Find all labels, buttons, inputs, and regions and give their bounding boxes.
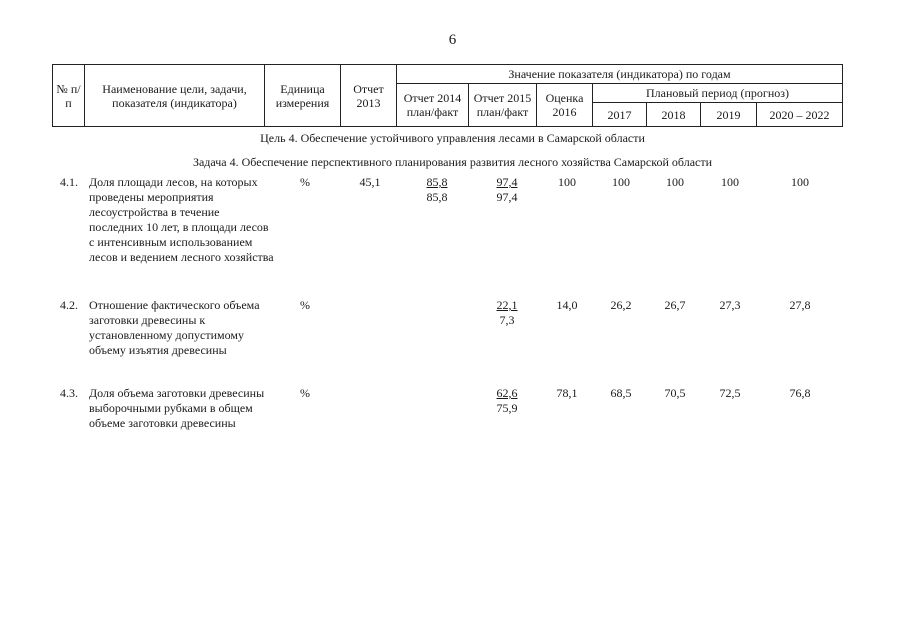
unit-cell: % xyxy=(300,386,310,400)
header-year-2020-2022: 2020 – 2022 xyxy=(757,103,843,127)
plan-value: 85,8 xyxy=(426,175,448,189)
plan-2017-cell: 68,5 xyxy=(610,386,632,400)
header-report-2015: Отчет 2015 план/факт xyxy=(469,84,537,127)
indicator-name: Доля площади лесов, на которых проведены мероприятия лесоустройства в течение последних 10 лет, в площади лесов с интенсивным использованием лесов и ведением лесного хозяйства xyxy=(89,175,274,264)
estimate-2016-cell: 100 xyxy=(558,175,576,189)
fact-value: 97,4 xyxy=(496,190,518,204)
fact-value: 7,3 xyxy=(499,313,515,327)
plan-2019-cell: 72,5 xyxy=(719,386,741,400)
report-2013-cell: 45,1 xyxy=(359,175,381,189)
row-number: 4.1. xyxy=(60,175,78,189)
plan-2019-cell: 27,3 xyxy=(719,298,741,312)
goal-heading: Цель 4. Обеспечение устойчивого управления лесами в Самарской области xyxy=(260,131,645,145)
plan-2018-cell: 26,7 xyxy=(664,298,686,312)
report-2014-cell xyxy=(412,175,462,205)
plan-2020-2022-cell: 27,8 xyxy=(789,298,811,312)
indicator-name: Отношение фактического объема заготовки древесины к установленному допустимому объему изъятия древесины xyxy=(89,298,260,357)
plan-value: 97,4 xyxy=(496,175,518,189)
fact-value: 75,9 xyxy=(496,401,518,415)
report-2015-cell xyxy=(482,298,532,328)
plan-2019-cell: 100 xyxy=(721,175,739,189)
report-2015-cell xyxy=(482,386,532,416)
estimate-2016-cell: 78,1 xyxy=(556,386,578,400)
plan-value: 62,6 xyxy=(496,386,518,400)
plan-2017-cell: 100 xyxy=(612,175,630,189)
indicator-table-header xyxy=(52,64,843,127)
plan-2018-cell: 70,5 xyxy=(664,386,686,400)
row-number: 4.3. xyxy=(60,386,78,400)
header-report-2014: Отчет 2014 план/факт xyxy=(397,84,469,127)
header-values-by-year: Значение показателя (индикатора) по годам xyxy=(397,65,843,84)
header-year-2018: 2018 xyxy=(647,103,701,127)
header-name: Наименование цели, задачи, показателя (индикатора) xyxy=(85,65,265,127)
plan-2020-2022-cell: 100 xyxy=(791,175,809,189)
unit-cell: % xyxy=(300,298,310,312)
estimate-2016-cell: 14,0 xyxy=(556,298,578,312)
plan-2018-cell: 100 xyxy=(666,175,684,189)
header-no: № п/п xyxy=(53,65,85,127)
report-2015-cell xyxy=(482,175,532,205)
row-number: 4.2. xyxy=(60,298,78,312)
page-number: 6 xyxy=(448,32,457,48)
header-plan-period: Плановый период (прогноз) xyxy=(593,84,843,103)
plan-2020-2022-cell: 76,8 xyxy=(789,386,811,400)
task-heading: Задача 4. Обеспечение перспективного планирования развития лесного хозяйства Самарской области xyxy=(192,155,713,169)
fact-value: 85,8 xyxy=(426,190,448,204)
indicator-name: Доля объема заготовки древесины выборочными рубками в общем объеме заготовки древесины xyxy=(89,386,265,430)
header-estimate-2016: Оценка 2016 xyxy=(537,84,593,127)
header-year-2017: 2017 xyxy=(593,103,647,127)
unit-cell: % xyxy=(300,175,310,189)
header-year-2019: 2019 xyxy=(701,103,757,127)
plan-2017-cell: 26,2 xyxy=(610,298,632,312)
plan-value: 22,1 xyxy=(496,298,518,312)
header-unit: Единица измерения xyxy=(265,65,341,127)
header-report-2013: Отчет 2013 xyxy=(341,65,397,127)
